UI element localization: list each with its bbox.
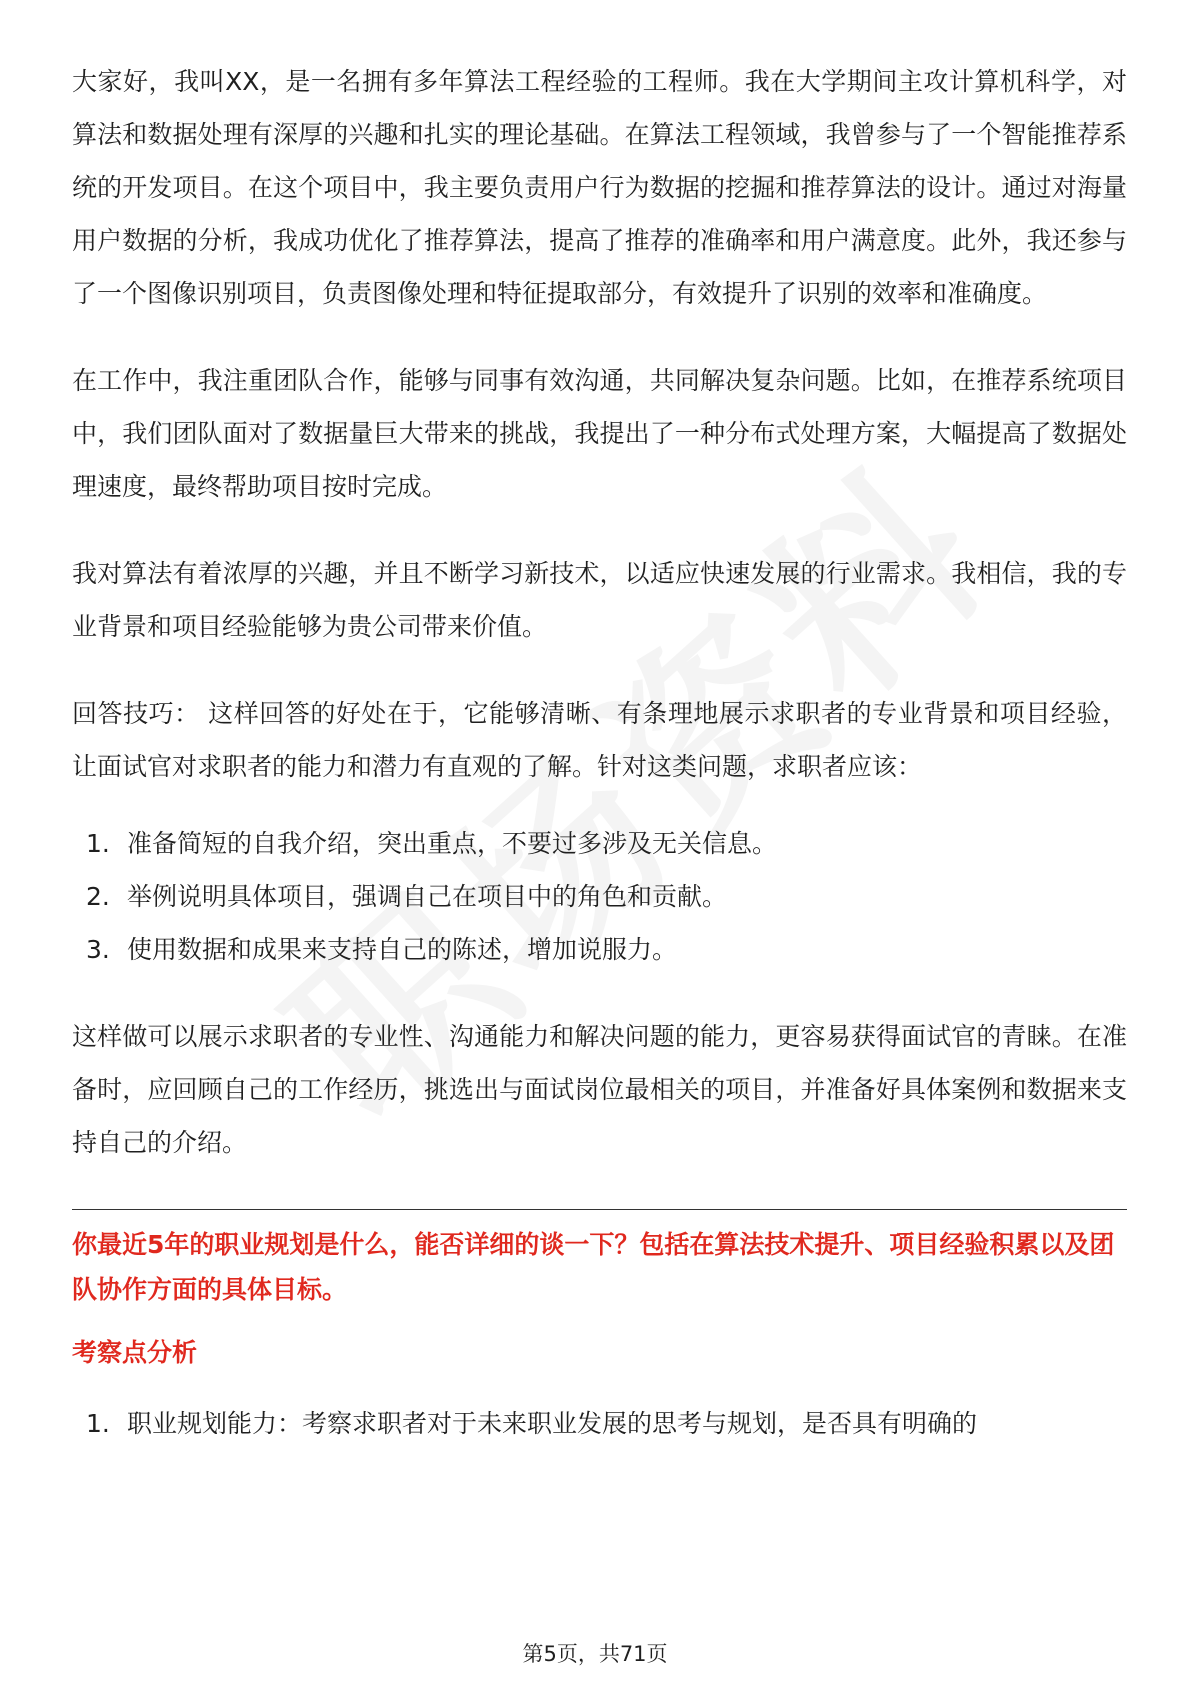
list-item [72,1397,1127,1450]
list-text: 准备简短的自我介绍，突出重点，不要过多涉及无关信息。 [127,829,778,858]
list-text: 职业规划能力：考察求职者对于未来职业发展的思考与规划，是否具有明确的 [127,1409,978,1438]
closing-paragraph: 这样做可以展示求职者的专业性、沟通能力和解决问题的能力，更容易获得面试官的青睐。在准备时，应回顾自己的工作经历，挑选出与面试岗位最相关的项目，并准备好具体案例和数据来支持自己的介绍。 [72,1022,1127,1157]
list-item [72,870,1127,923]
document-body [72,55,1127,1484]
section-title: 考察点分析 [72,1338,198,1367]
interest-paragraph: 我对算法有着浓厚的兴趣，并且不断学习新技术，以适应快速发展的行业需求。我相信，我的专业背景和项目经验能够为贵公司带来价值。 [72,559,1127,641]
section-divider [72,1209,1127,1210]
list-item [72,817,1127,870]
tips-list [72,817,1127,976]
intro-paragraph: 大家好，我叫XX，是一名拥有多年算法工程经验的工程师。我在大学期间主攻计算机科学，对算法和数据处理有深厚的兴趣和扎实的理论基础。在算法工程领域，我曾参与了一个智能推荐系统的开发项目。在这个项目中，我主要负责用户行为数据的挖掘和推荐算法的设计。通过对海量用户数据的分析，我成功优化了推荐算法，提高了推荐的准确率和用户满意度。此外，我还参与了一个图像识别项目，负责图像处理和特征提取部分，有效提升了识别的效率和准确度。 [72,67,1127,308]
question-heading: 你最近5年的职业规划是什么，能否详细的谈一下？包括在算法技术提升、项目经验积累以及团队协作方面的具体目标。 [72,1230,1115,1304]
list-text: 举例说明具体项目，强调自己在项目中的角色和贡献。 [127,882,728,911]
page-footer: 第5页，共71页 [522,1642,668,1666]
list-number: 1. [86,1409,110,1438]
tips-intro-paragraph: 回答技巧： 这样回答的好处在于，它能够清晰、有条理地展示求职者的专业背景和项目经验，让面试官对求职者的能力和潜力有直观的了解。针对这类问题，求职者应该： [72,699,1127,781]
list-text: 使用数据和成果来支持自己的陈述，增加说服力。 [127,935,678,964]
list-number: 3. [86,935,110,964]
teamwork-paragraph: 在工作中，我注重团队合作，能够与同事有效沟通，共同解决复杂问题。比如，在推荐系统项目中，我们团队面对了数据量巨大带来的挑战，我提出了一种分布式处理方案，大幅提高了数据处理速度，最终帮助项目按时完成。 [72,366,1127,501]
analysis-list [72,1397,1127,1450]
list-number: 2. [86,882,110,911]
list-number: 1. [86,829,110,858]
list-item [72,923,1127,976]
